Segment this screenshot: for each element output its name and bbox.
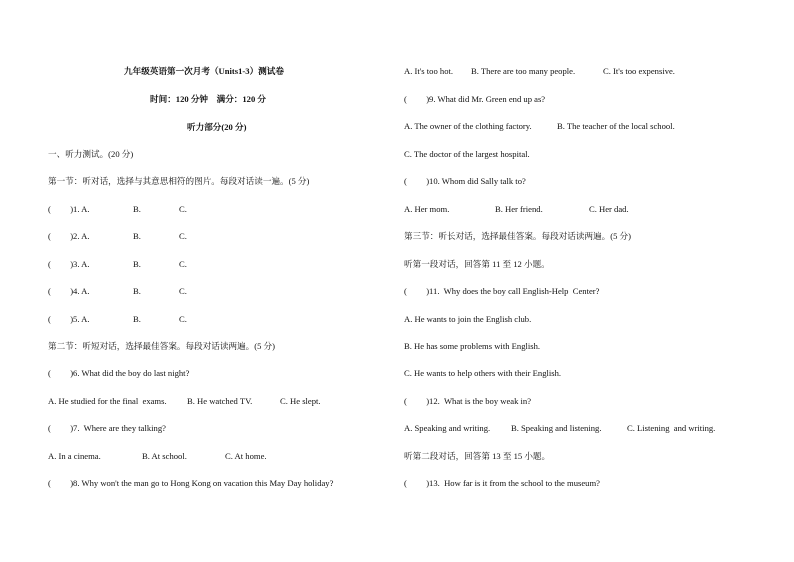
- item-number: ( )4. A.: [48, 286, 90, 296]
- dialog-2-instructions: 听第二段对话，回答第 13 至 15 小题。: [404, 451, 551, 461]
- question-10: ( )10. Whom did Sally talk to?: [404, 176, 526, 186]
- q8-option-a: A. It's too hot.: [404, 66, 454, 76]
- item-number: ( )1. A.: [48, 204, 90, 214]
- listening-header: 听力部分(20 分): [187, 122, 247, 132]
- section-1-heading: 一、听力测试。(20 分): [48, 149, 134, 159]
- question-8: ( )8. Why won't the man go to Hong Kong on vacation this May Day holiday?: [48, 478, 334, 488]
- question-11: ( )11. Why does the boy call English-Help Center?: [404, 286, 600, 296]
- q10-option-a: A. Her mom.: [404, 204, 450, 214]
- q7-option-b: B. At school.: [142, 451, 187, 461]
- question-12: ( )12. What is the boy weak in?: [404, 396, 532, 406]
- exam-title: 九年级英语第一次月考（Units1-3）测试卷: [124, 66, 284, 76]
- part-3-instructions: 第三节：听长对话，选择最佳答案。每段对话读两遍。(5 分): [404, 231, 632, 241]
- option-c: C.: [179, 259, 187, 269]
- q9-option-a: A. The owner of the clothing factory.: [404, 121, 532, 131]
- q7-option-a: A. In a cinema.: [48, 451, 101, 461]
- q11-option-c: C. He wants to help others with their English.: [404, 368, 562, 378]
- time-score: 时间：120 分钟 满分：120 分: [150, 94, 267, 104]
- q9-option-b: B. The teacher of the local school.: [557, 121, 675, 131]
- q10-option-b: B. Her friend.: [495, 204, 543, 214]
- q12-option-b: B. Speaking and listening.: [511, 423, 602, 433]
- q12-option-c: C. Listening and writing.: [627, 423, 716, 433]
- question-9: ( )9. What did Mr. Green end up as?: [404, 94, 546, 104]
- option-b: B.: [133, 204, 141, 214]
- q8-option-c: C. It's too expensive.: [603, 66, 675, 76]
- part-1-instructions: 第一节：听对话，选择与其意思相符的图片。每段对话读一遍。(5 分): [48, 176, 310, 186]
- item-number: ( )3. A.: [48, 259, 90, 269]
- q6-option-a: A. He studied for the final exams.: [48, 396, 167, 406]
- option-c: C.: [179, 314, 187, 324]
- question-13: ( )13. How far is it from the school to the museum?: [404, 478, 600, 488]
- option-b: B.: [133, 231, 141, 241]
- q7-option-c: C. At home.: [225, 451, 267, 461]
- q8-option-b: B. There are too many people.: [471, 66, 576, 76]
- option-b: B.: [133, 286, 141, 296]
- q11-option-a: A. He wants to join the English club.: [404, 314, 532, 324]
- option-b: B.: [133, 259, 141, 269]
- option-c: C.: [179, 231, 187, 241]
- item-number: ( )5. A.: [48, 314, 90, 324]
- q12-option-a: A. Speaking and writing.: [404, 423, 491, 433]
- part-2-instructions: 第二节：听短对话，选择最佳答案。每段对话读两遍。(5 分): [48, 341, 276, 351]
- q6-option-b: B. He watched TV.: [187, 396, 253, 406]
- question-7: ( )7. Where are they talking?: [48, 423, 166, 433]
- q6-option-c: C. He slept.: [280, 396, 321, 406]
- option-b: B.: [133, 314, 141, 324]
- dialog-1-instructions: 听第一段对话，回答第 11 至 12 小题。: [404, 259, 550, 269]
- option-c: C.: [179, 204, 187, 214]
- q11-option-b: B. He has some problems with English.: [404, 341, 541, 351]
- option-c: C.: [179, 286, 187, 296]
- question-6: ( )6. What did the boy do last night?: [48, 368, 190, 378]
- q9-option-c: C. The doctor of the largest hospital.: [404, 149, 530, 159]
- q10-option-c: C. Her dad.: [589, 204, 629, 214]
- item-number: ( )2. A.: [48, 231, 90, 241]
